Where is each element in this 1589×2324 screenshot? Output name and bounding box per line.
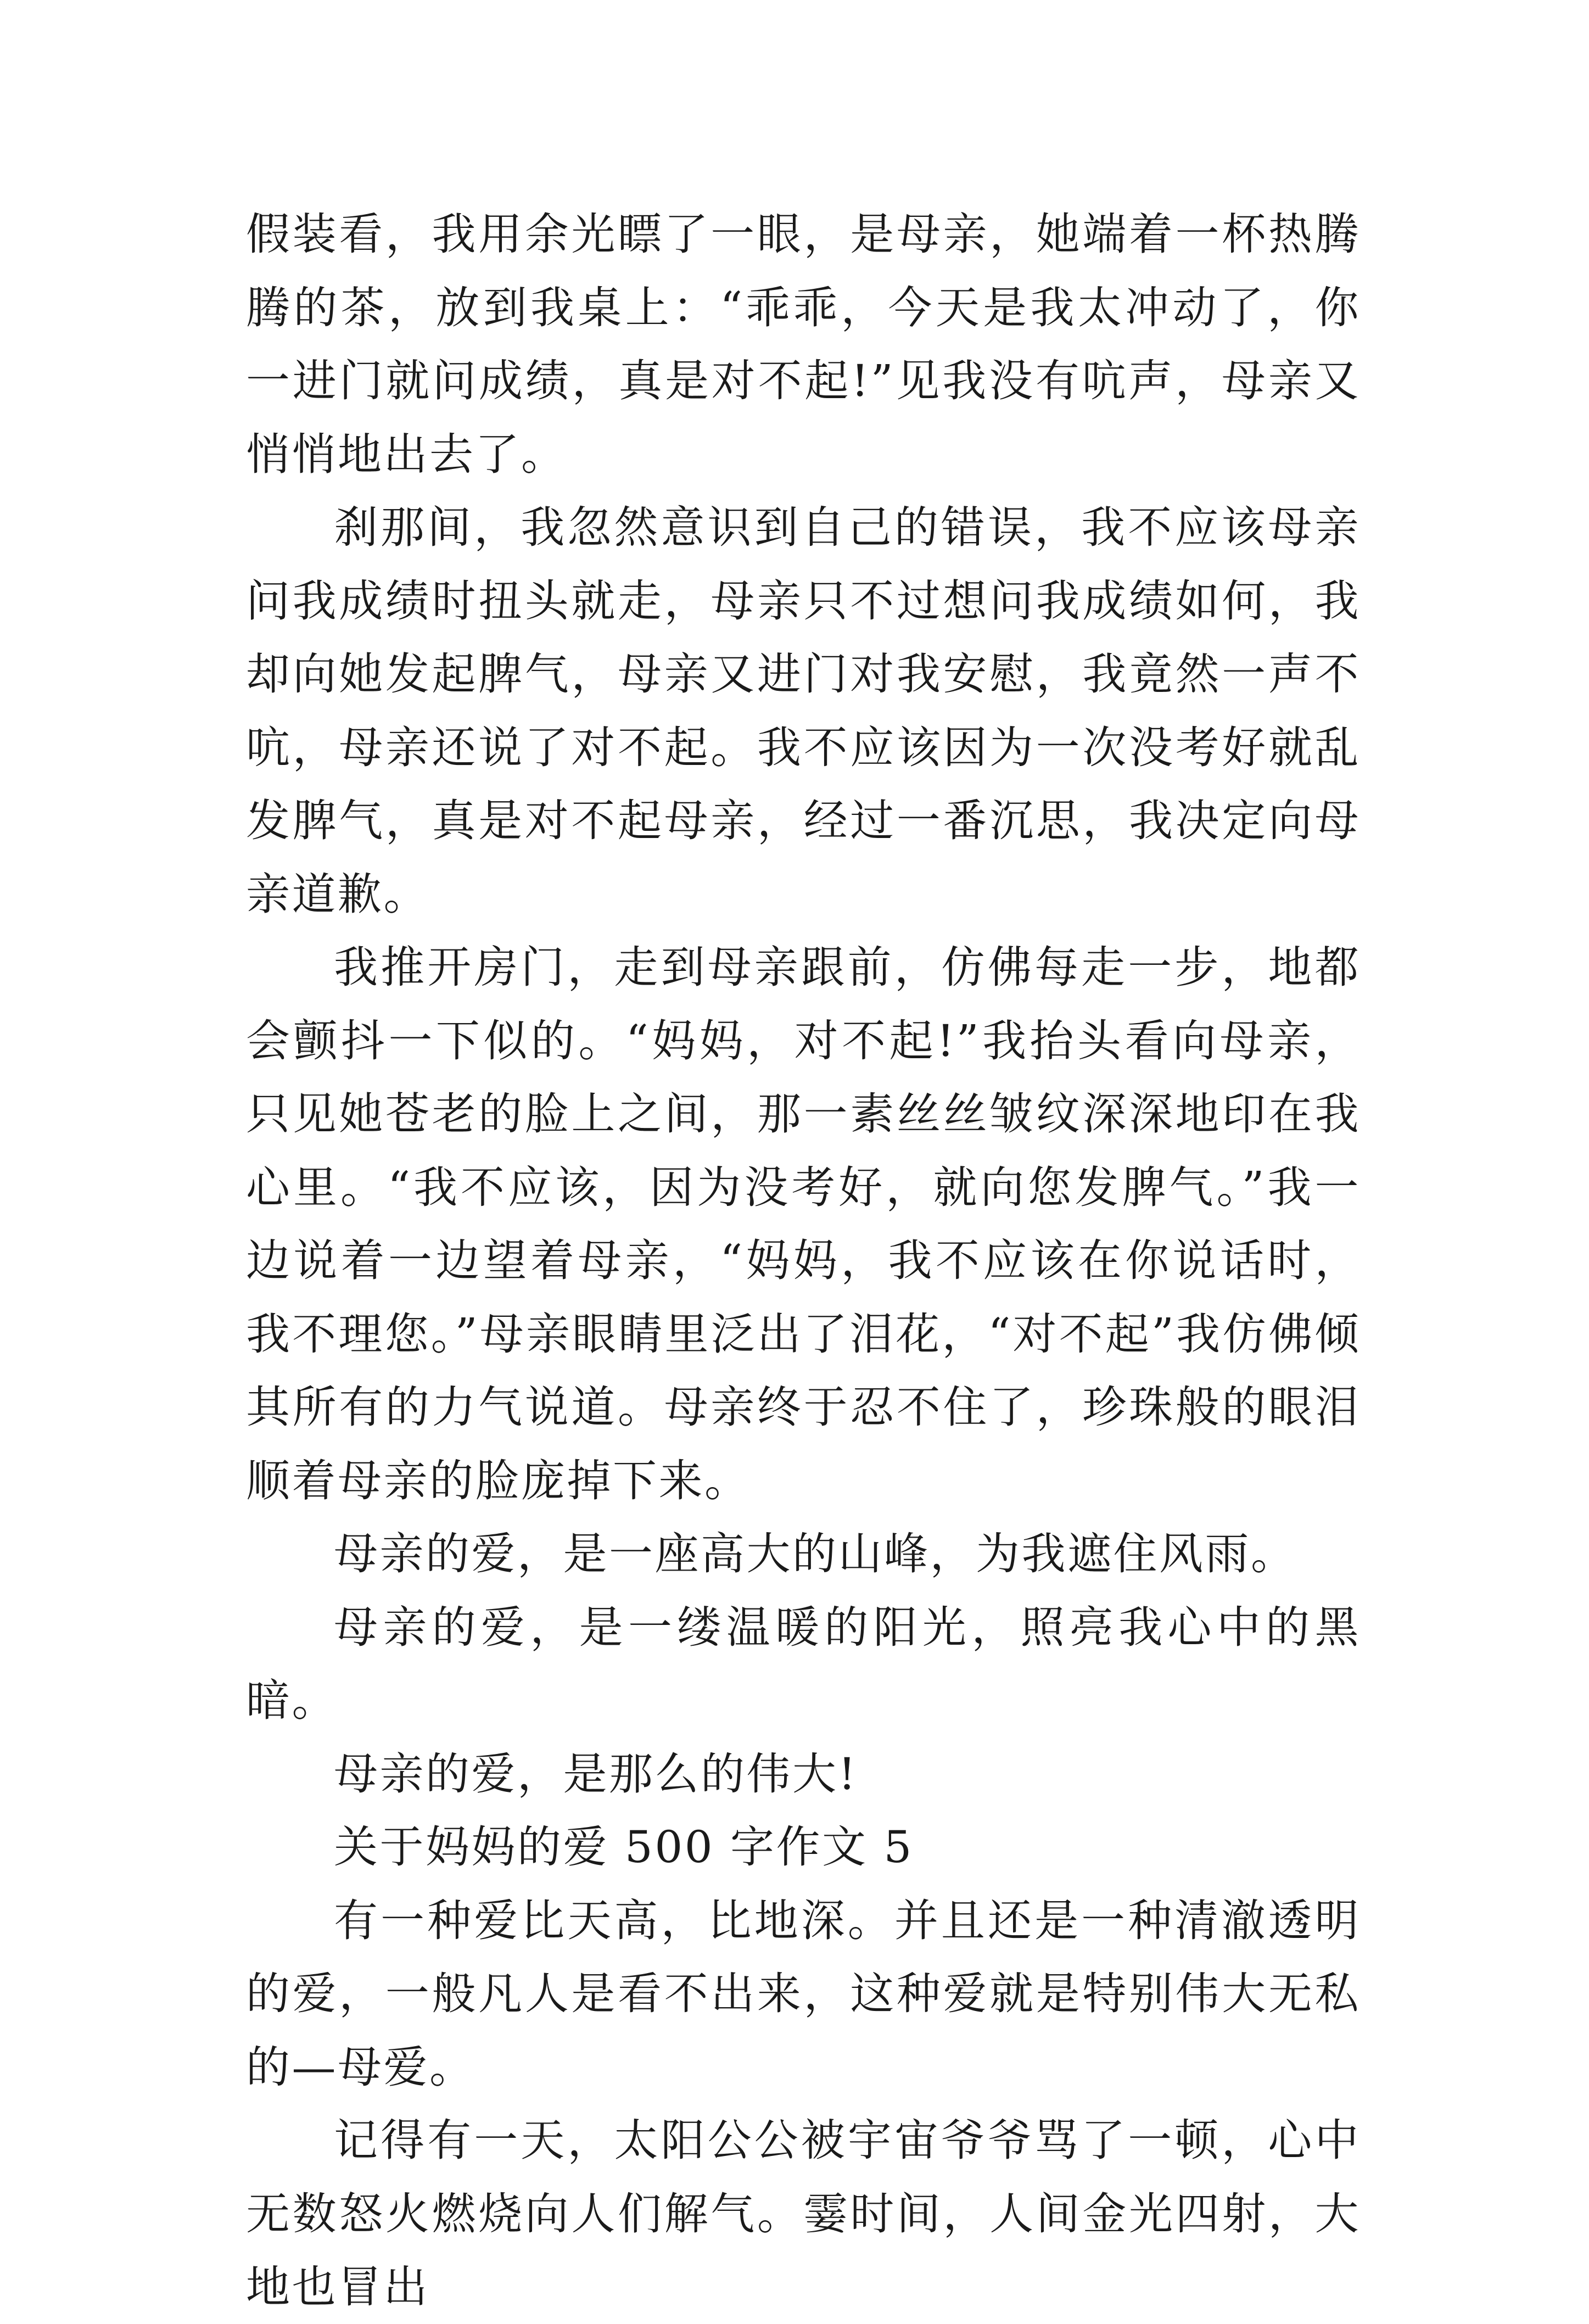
paragraph-3: 我推开房门，走到母亲跟前，仿佛每走一步，地都会颤抖一下似的。“妈妈，对不起!”我抬头看向母亲，只见她苍老的脸上之间，那一素丝丝皱纹深深地印在我心里。“我不应该，因为没考好，就向您发脾气。”我一边说着一边望着母亲，“妈妈，我不应该在你说话时，我不理您。”母亲眼睛里泛出了泪花，“对不起”我仿佛倾其所有的力气说道。母亲终于忍不住了，珍珠般的眼泪顺着母亲的脸庞掉下来。 bbox=[246, 942, 1361, 1506]
paragraph-8: 记得有一天，太阳公公被宇宙爷爷骂了一顿，心中无数怒火燃烧向人们解气。霎时间，人间金光四射，大地也冒出 bbox=[246, 2115, 1361, 2312]
document-page bbox=[246, 198, 1361, 2324]
paragraph-2: 刹那间，我忽然意识到自己的错误，我不应该母亲问我成绩时扭头就走，母亲只不过想问我成绩如何，我却向她发起脾气，母亲又进门对我安慰，我竟然一声不吭，母亲还说了对不起。我不应该因为一次没考好就乱发脾气，真是对不起母亲，经过一番沉思，我决定向母亲道歉。 bbox=[246, 502, 1361, 920]
paragraph-4: 母亲的爱，是一座高大的山峰，为我遮住风雨。 bbox=[334, 1528, 1297, 1579]
paragraph-7: 有一种爱比天高，比地深。并且还是一种清澈透明的爱，一般凡人是看不出来，这种爱就是特别伟大无私的—母爱。 bbox=[246, 1895, 1361, 2093]
paragraph-6: 母亲的爱，是那么的伟大! bbox=[334, 1748, 858, 1800]
paragraph-1: 假装看，我用余光瞟了一眼，是母亲，她端着一杯热腾腾的茶，放到我桌上：“乖乖，今天是我太冲动了，你一进门就问成绩，真是对不起!”见我没有吭声，母亲又悄悄地出去了。 bbox=[246, 209, 1361, 480]
paragraph-5: 母亲的爱，是一缕温暖的阳光，照亮我心中的黑暗。 bbox=[246, 1601, 1361, 1726]
section-heading: 关于妈妈的爱 500 字作文 5 bbox=[334, 1822, 914, 1873]
